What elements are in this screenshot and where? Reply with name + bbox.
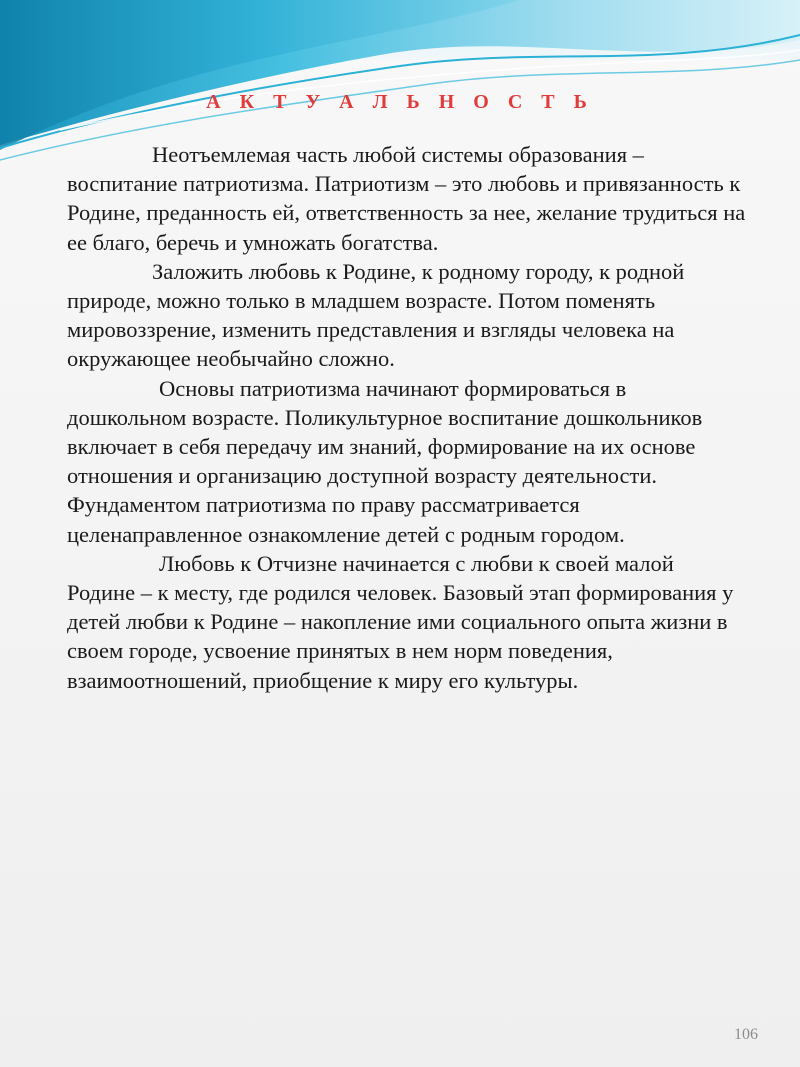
paragraph-1: Неотъемлемая часть любой системы образования – воспитание патриотизма. Патриотизм – это любовь и привязанность к Родине, преданность ей, ответственность за нее, желание трудиться на ее благо, беречь и умножать богатства. <box>67 142 746 255</box>
paragraph-3: Основы патриотизма начинают формироваться в дошкольном возрасте. Поликультурное воспитание дошкольников включает в себя передачу им знаний, формирование на их основе отношения и организацию доступной возрасту деятельности. Фундаментом патриотизма по праву рассматривается целенаправленное ознакомление детей с родным городом. <box>67 375 703 547</box>
page-title: А К Т У А Л Ь Н О С Т Ь <box>206 91 594 113</box>
body-text <box>67 140 747 695</box>
paragraph-2: Заложить любовь к Родине, к родному городу, к родной природе, можно только в младшем возрасте. Потом поменять мировоззрение, изменить представления и взгляды человека на окружающее необычайно сложно. <box>67 258 685 372</box>
page-number: 106 <box>734 1026 758 1043</box>
paragraph-4: Любовь к Отчизне начинается с любви к своей малой Родине – к месту, где родился человек. Базовый этап формирования у детей любви к Родине – накопление ими социального опыта жизни в своем городе, усвоение принятых в нем норм поведения, взаимоотношений, приобщение к миру его культуры. <box>67 550 734 693</box>
